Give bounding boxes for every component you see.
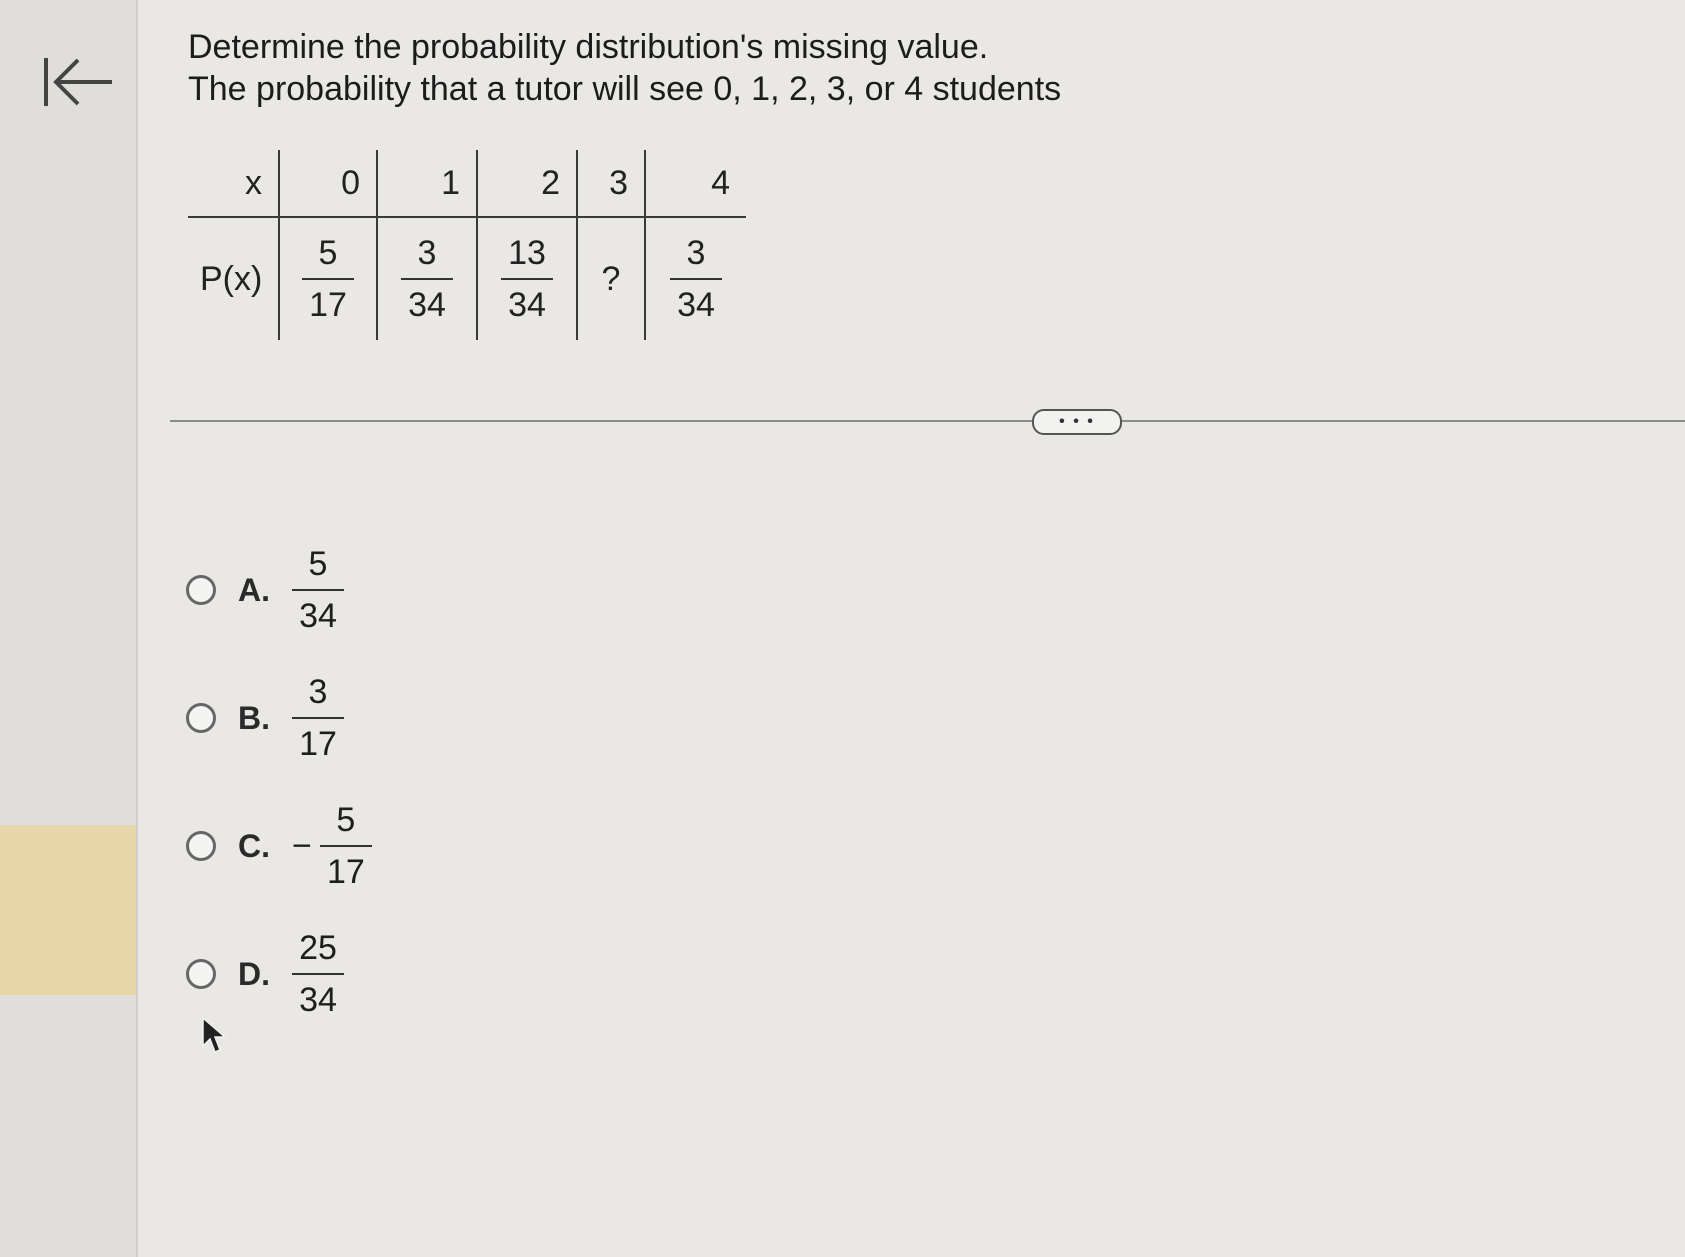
fraction (302, 236, 354, 322)
radio-button[interactable] (186, 703, 216, 733)
radio-button[interactable] (186, 959, 216, 989)
fraction (401, 236, 453, 322)
option-a[interactable] (186, 526, 372, 654)
option-c[interactable] (186, 782, 372, 910)
numerator: 3 (686, 234, 706, 272)
more-options-button[interactable]: • • • (1032, 409, 1122, 435)
option-letter: A. (238, 571, 270, 608)
option-letter: B. (238, 699, 270, 736)
numerator: 3 (417, 234, 437, 272)
option-b[interactable] (186, 654, 372, 782)
x-value-cell: 2 (477, 150, 577, 217)
probability-distribution-table (188, 150, 746, 340)
p-value-cell (279, 217, 377, 340)
numerator: 25 (299, 929, 337, 967)
numerator: 5 (336, 801, 356, 839)
denominator: 17 (292, 717, 344, 761)
denominator: 17 (320, 845, 372, 889)
x-header: x (188, 150, 279, 217)
question-line-2: The probability that a tutor will see 0, 1, 2, 3, or 4 students (188, 70, 1062, 108)
x-row (188, 150, 746, 217)
fraction (670, 236, 722, 322)
section-divider (170, 420, 1685, 422)
numerator: 5 (308, 545, 328, 583)
option-value (292, 931, 344, 1017)
back-to-start-button[interactable] (40, 52, 120, 112)
answer-options (186, 526, 372, 1038)
radio-button[interactable] (186, 575, 216, 605)
radio-button[interactable] (186, 831, 216, 861)
probability-row (188, 217, 746, 340)
numerator: 13 (508, 234, 546, 272)
numerator: 3 (308, 673, 328, 711)
fraction (292, 675, 344, 761)
mouse-pointer-icon (200, 1016, 230, 1056)
x-value-cell: 4 (645, 150, 746, 217)
option-value (292, 675, 344, 761)
option-letter: C. (238, 827, 270, 864)
numerator: 5 (318, 234, 338, 272)
x-value-cell: 1 (377, 150, 477, 217)
x-value-cell: 3 (577, 150, 645, 217)
negative-sign: − (292, 826, 312, 865)
p-value-cell (377, 217, 477, 340)
fraction (292, 547, 344, 633)
p-value-cell (477, 217, 577, 340)
question-text (188, 26, 1061, 110)
option-value (292, 547, 344, 633)
fraction (320, 803, 372, 889)
p-value-cell (645, 217, 746, 340)
denominator: 34 (401, 278, 453, 322)
rail-highlight (0, 825, 136, 995)
denominator: 34 (292, 973, 344, 1017)
p-header: P(x) (200, 259, 263, 298)
p-value-missing: ? (577, 217, 645, 340)
x-value-cell: 0 (279, 150, 377, 217)
denominator: 34 (670, 278, 722, 322)
fraction (501, 236, 553, 322)
denominator: 34 (292, 589, 344, 633)
left-navigation-rail (0, 0, 138, 1257)
option-letter: D. (238, 955, 270, 992)
question-line-1: Determine the probability distribution's missing value. (188, 28, 989, 66)
denominator: 17 (302, 278, 354, 322)
fraction (292, 931, 344, 1017)
back-to-start-icon (40, 52, 120, 112)
denominator: 34 (501, 278, 553, 322)
option-value (292, 803, 372, 889)
